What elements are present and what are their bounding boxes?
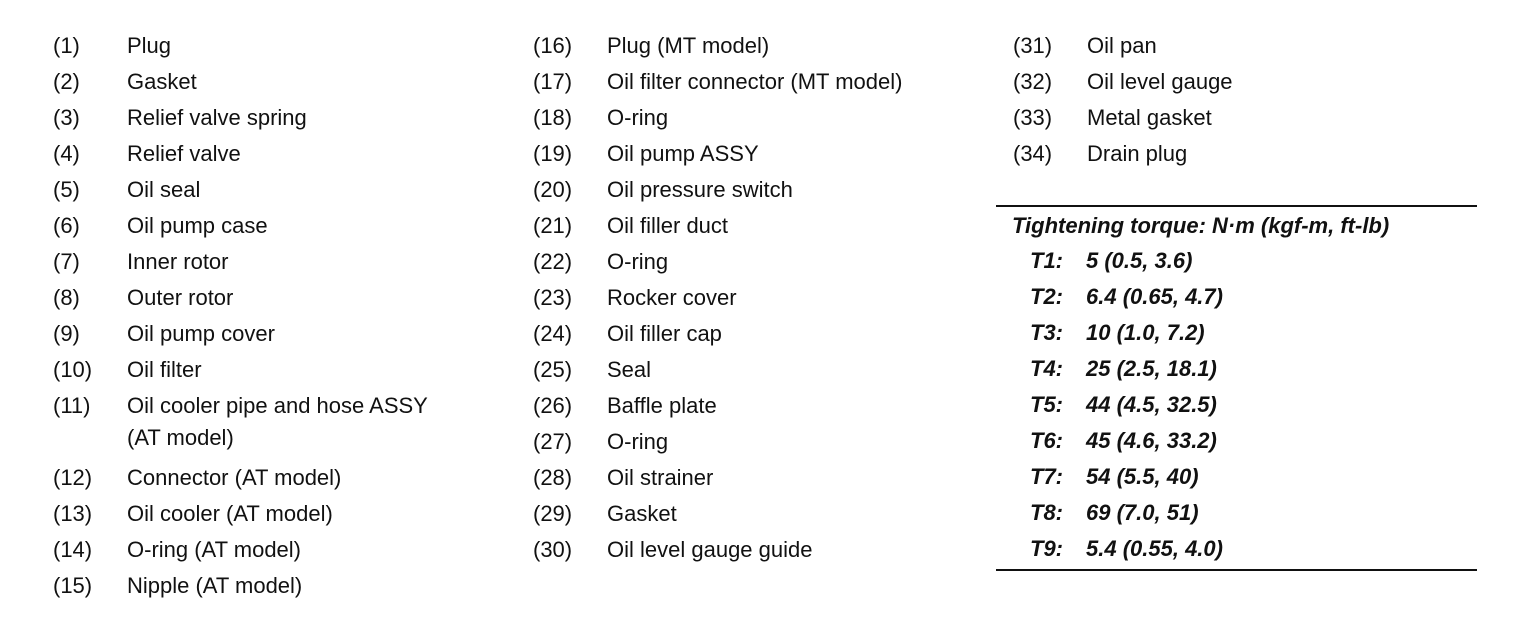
part-label: Relief valve [127,141,241,166]
part-label: Oil strainer [607,465,714,490]
torque-code: T7: [1030,464,1063,489]
part-label: O-ring [607,249,669,274]
torque-row [996,459,1477,495]
list-item [53,136,503,172]
part-label: Oil pressure switch [607,177,793,202]
part-label: O-ring (AT model) [127,537,302,562]
torque-value: 10 (1.0, 7.2) [1086,320,1205,345]
part-label: Baffle plate [607,393,717,418]
part-number: (26) [533,393,573,418]
torque-row [996,279,1477,315]
list-item [533,136,973,172]
part-number: (4) [53,141,80,166]
torque-row [996,315,1477,351]
part-label: Oil pump cover [127,321,275,346]
torque-value: 6.4 (0.65, 4.7) [1086,284,1223,309]
list-item [533,496,973,532]
torque-value: 45 (4.6, 33.2) [1086,428,1217,453]
list-item [1013,136,1483,172]
list-item [53,244,503,280]
torque-code: T9: [1030,536,1063,561]
part-label: Outer rotor [127,285,234,310]
part-label: Gasket [607,501,677,526]
part-label: Plug (MT model) [607,33,770,58]
part-label: Oil pump ASSY [607,141,759,166]
torque-table [996,205,1477,571]
list-item [533,280,973,316]
torque-row [996,531,1477,567]
torque-value: 5.4 (0.55, 4.0) [1086,536,1223,561]
list-item [533,424,973,460]
list-item [53,316,503,352]
list-item [53,460,503,496]
torque-row [996,387,1477,423]
part-number: (31) [1013,33,1053,58]
list-item [533,28,973,64]
torque-row [996,495,1477,531]
part-label: Relief valve spring [127,105,307,130]
list-item [533,100,973,136]
part-label: Oil pan [1087,33,1157,58]
torque-row [996,351,1477,387]
list-item [53,172,503,208]
part-number: (3) [53,105,80,130]
part-number: (12) [53,465,93,490]
list-item [53,280,503,316]
part-number: (15) [53,573,93,598]
list-item [1013,64,1483,100]
list-item [53,208,503,244]
part-label: Nipple (AT model) [127,573,303,598]
part-number: (25) [533,357,573,382]
part-label: Connector (AT model) [127,465,342,490]
part-number: (17) [533,69,573,94]
part-number: (5) [53,177,80,202]
part-number: (30) [533,537,573,562]
part-number: (11) [53,393,91,418]
part-label: Oil seal [127,177,201,202]
list-item [1013,28,1483,64]
part-number: (18) [533,105,573,130]
part-label: O-ring [607,429,669,454]
part-label: Oil filter [127,357,202,382]
list-item [53,568,503,604]
parts-list-column-1 [53,28,503,604]
part-number: (9) [53,321,80,346]
list-item [53,388,503,460]
list-item [533,316,973,352]
part-number: (21) [533,213,573,238]
list-item [1013,100,1483,136]
list-item [53,28,503,64]
part-number: (14) [53,537,93,562]
part-number: (33) [1013,105,1053,130]
part-label-line-2: (AT model) [127,425,234,450]
part-label-line-1: Oil cooler pipe and hose ASSY [127,393,428,418]
part-label: Oil filler duct [607,213,729,238]
torque-code: T2: [1030,284,1063,309]
part-number: (24) [533,321,573,346]
list-item [533,532,973,568]
part-label-multiline [127,388,503,460]
torque-code: T6: [1030,428,1063,453]
part-label: Gasket [127,69,197,94]
torque-code: T1: [1030,248,1063,273]
part-number: (8) [53,285,80,310]
part-number: (32) [1013,69,1053,94]
list-item [53,352,503,388]
part-label: Rocker cover [607,285,737,310]
part-label: O-ring [607,105,669,130]
list-item [533,208,973,244]
part-number: (34) [1013,141,1053,166]
list-item [533,388,973,424]
part-number: (13) [53,501,93,526]
part-label: Drain plug [1087,141,1188,166]
torque-row [996,423,1477,459]
part-number: (1) [53,33,80,58]
part-number: (22) [533,249,573,274]
part-number: (10) [53,357,93,382]
part-number: (28) [533,465,573,490]
list-item [53,100,503,136]
list-item [53,532,503,568]
part-label: Plug [127,33,172,58]
list-item [533,244,973,280]
part-label: Oil level gauge [1087,69,1233,94]
part-number: (16) [533,33,573,58]
torque-value: 44 (4.5, 32.5) [1086,392,1217,417]
part-number: (29) [533,501,573,526]
torque-value: 25 (2.5, 18.1) [1086,356,1217,381]
parts-list-column-3 [1013,28,1483,172]
part-number: (6) [53,213,80,238]
torque-value: 54 (5.5, 40) [1086,464,1199,489]
torque-code: T4: [1030,356,1063,381]
part-label: Oil cooler (AT model) [127,501,333,526]
part-label: Seal [607,357,652,382]
part-number: (27) [533,429,573,454]
torque-row [996,243,1477,279]
torque-code: T5: [1030,392,1063,417]
list-item [533,352,973,388]
part-label: Oil filter connector (MT model) [607,69,903,94]
part-number: (7) [53,249,80,274]
part-label: Oil filler cap [607,321,722,346]
part-number: (20) [533,177,573,202]
torque-code: T3: [1030,320,1063,345]
part-label: Oil level gauge guide [607,537,813,562]
part-label: Metal gasket [1087,105,1212,130]
part-label: Oil pump case [127,213,268,238]
parts-list-column-2 [533,28,973,568]
part-number: (2) [53,69,80,94]
list-item [53,496,503,532]
torque-value: 5 (0.5, 3.6) [1086,248,1193,273]
torque-value: 69 (7.0, 51) [1086,500,1199,525]
list-item [53,64,503,100]
torque-code: T8: [1030,500,1063,525]
list-item [533,64,973,100]
list-item [533,460,973,496]
part-number: (23) [533,285,573,310]
part-label: Inner rotor [127,249,229,274]
list-item [533,172,973,208]
part-number: (19) [533,141,573,166]
torque-table-title: Tightening torque: N·m (kgf-m, ft-lb) [1012,213,1390,238]
